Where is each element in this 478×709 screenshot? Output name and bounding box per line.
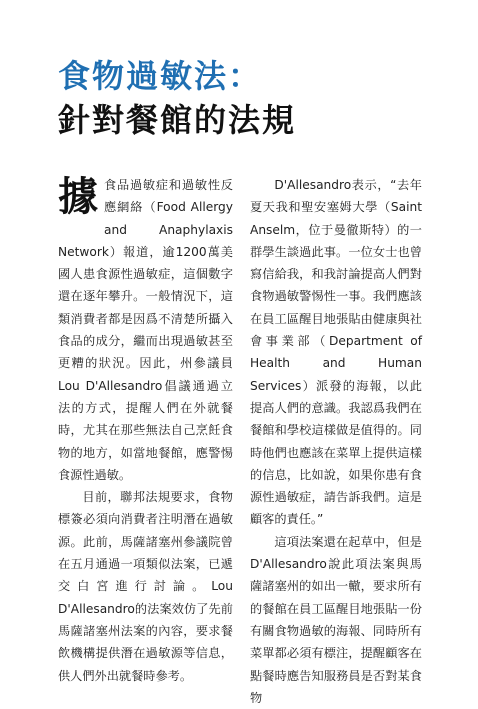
left-paragraph-1-text: 食品過敏症和過敏性反應網絡（Food Allergy and Anaphylaxis Network）報道，逾1200萬美國人患食源性過敏症，這個數字還在逐年攀升。一般情況下，這類消費者都是因爲不清楚所攝入食品的成分，繼而出現過敏甚至更糟的狀況。因此，州參議員Lou D'Allesandro倡議通過立法的方式，提醒人們在外就餐時，尤其在那些無法自己烹飪食物的地方，如當地餐館，應警惕食源性過敏。 — [58, 178, 233, 482]
title-line-2: 針對餐館的法規 — [58, 101, 297, 139]
drop-cap: 據 — [58, 174, 98, 220]
left-column — [58, 174, 233, 687]
right-column — [250, 174, 422, 709]
left-paragraph-2: 目前，聯邦法規要求，食物標簽必須向消費者注明潛在過敏源。此前，馬薩諸塞州參議院曾在五月通過一項類似法案，已遞交白宮進行討論。Lou D'Allesandro的法案效仿了先前馬薩諸塞州法案的內容，要求餐飲機構提供潛在過敏源等信息，供人們外出就餐時參考。 — [58, 490, 233, 683]
title-line-1: 食物過敏法： — [58, 57, 263, 95]
right-paragraph-1: D'Allesandro表示，“去年夏天我和聖安塞姆大學（Saint Anselm，位于曼徹斯特）的一群學生談過此事。一位女士也曾寫信給我，和我討論提高人們對食物過敏警惕性一事。我們應該在員工區醒目地張貼由健康與社會事業部（Department of Health and Human Services）派發的海報，以此提高人們的意識。我認爲我們在餐館和學校這樣做是值得的。同時他們也應該在菜單上提供這樣的信息，比如說，如果你患有食源性過敏症，請告訴我們。這是顧客的責任。” — [250, 178, 422, 527]
left-paragraph-1 — [58, 174, 233, 486]
right-paragraph-2: 這項法案還在起草中，但是D'Allesandro說此項法案與馬薩諸塞州的如出一轍，要求所有的餐館在員工區醒目地張貼一份有關食物過敏的海報、同時所有菜單都必須有標注，提醒顧客在點餐時應告知服務員是否對某食物 — [250, 534, 422, 705]
